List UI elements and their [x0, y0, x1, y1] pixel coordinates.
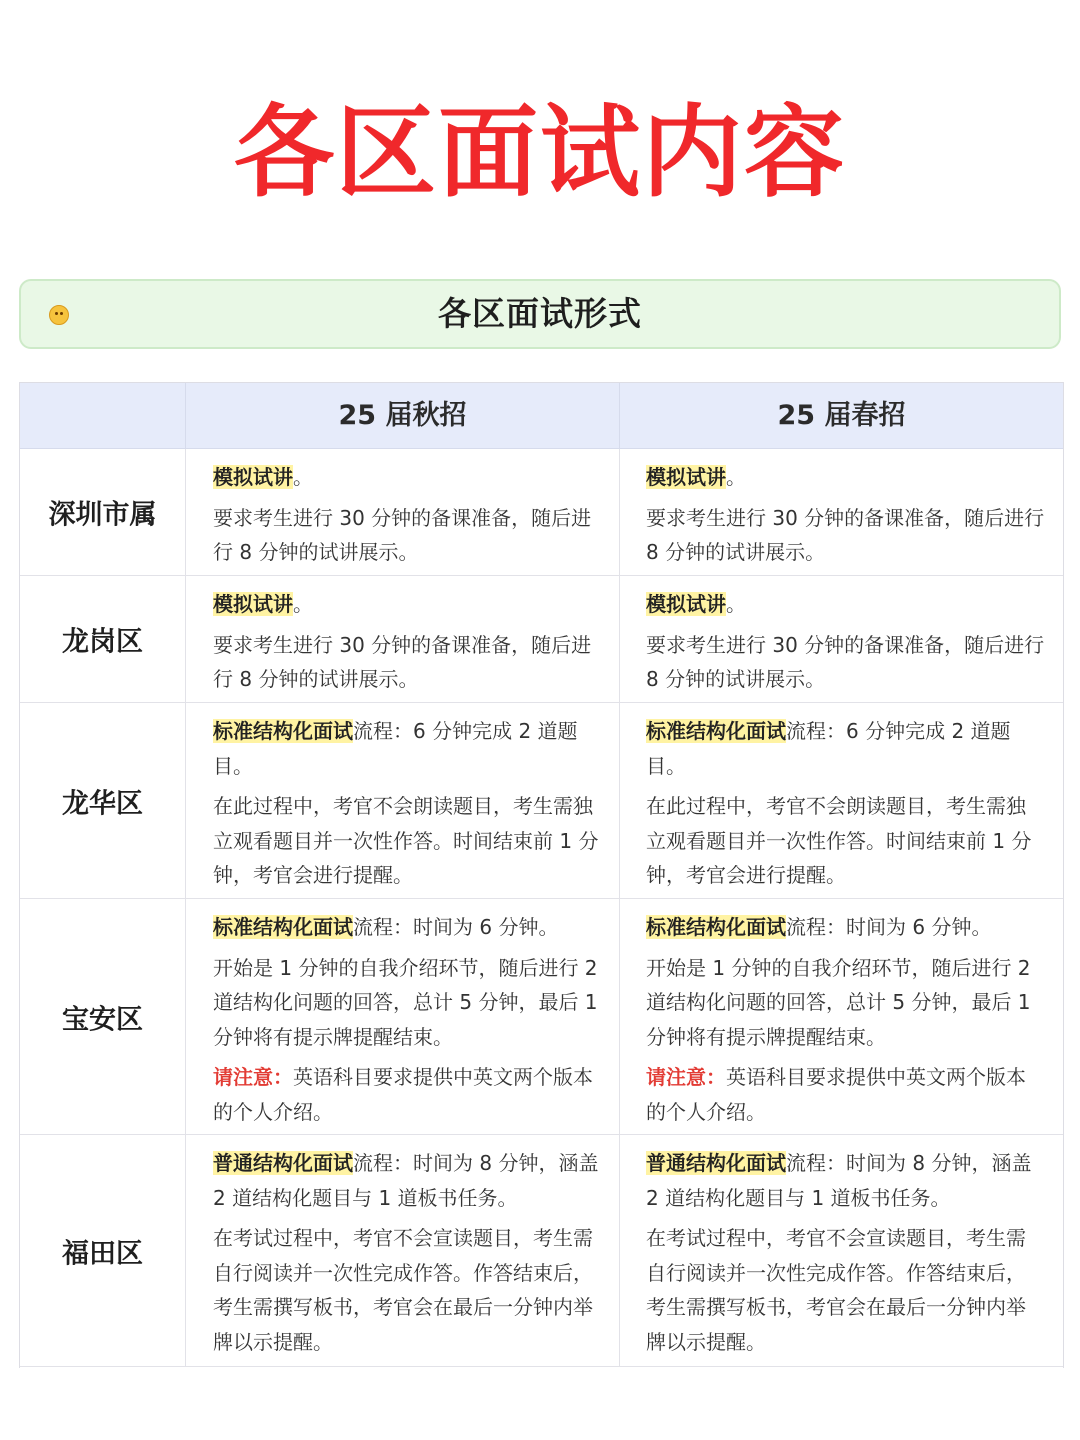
district-name: 深圳市属: [48, 499, 157, 531]
spring-cell: [620, 899, 1063, 1134]
note-line: 请注意：英语科目要求提供中英文两个版本的个人介绍。: [213, 1065, 593, 1124]
table-row: [20, 449, 1063, 576]
header-cell-empty: [20, 383, 186, 448]
body-text: 在考试过程中，考官不会宣读题目，考生需自行阅读并一次性完成作答。作答结束后，考生需撰写板书，考官会在最后一分钟内举牌以示提醒。: [213, 1226, 593, 1354]
lead-line: 标准结构化面试流程：时间为 6 分钟。: [213, 915, 559, 939]
highlight-term: 标准结构化面试: [646, 719, 786, 743]
section-banner: [19, 279, 1061, 349]
header-cell-spring: [620, 383, 1063, 448]
body-text: 要求考生进行 30 分钟的备课准备，随后进行 8 分钟的试讲展示。: [213, 632, 592, 691]
body-text: 要求考生进行 30 分钟的备课准备，随后进行 8 分钟的试讲展示。: [646, 505, 1045, 564]
spring-cell: [620, 449, 1063, 575]
page-title: 各区面试内容: [234, 93, 846, 211]
lead-line: 标准结构化面试流程：6 分钟完成 2 道题目。: [646, 719, 1011, 778]
lead-line: 模拟试讲。: [213, 592, 313, 616]
autumn-cell: [186, 899, 620, 1134]
highlight-term: 普通结构化面试: [646, 1151, 786, 1175]
note-label: 请注意：: [646, 1065, 726, 1089]
spring-cell: [620, 1135, 1063, 1366]
table-row: [20, 899, 1063, 1135]
body-text: 要求考生进行 30 分钟的备课准备，随后进行 8 分钟的试讲展示。: [213, 505, 592, 564]
lead-line: 模拟试讲。: [646, 592, 746, 616]
body-text: 开始是 1 分钟的自我介绍环节，随后进行 2 道结构化问题的回答，总计 5 分钟，最后 1 分钟将有提示牌提醒结束。: [646, 955, 1031, 1049]
spring-cell: [620, 576, 1063, 702]
highlight-term: 模拟试讲: [213, 465, 293, 489]
table-header-row: [20, 383, 1063, 449]
autumn-cell: [186, 576, 620, 702]
district-name: 福田区: [62, 1238, 143, 1269]
body-text: 在此过程中，考官不会朗读题目，考生需独立观看题目并一次性作答。时间结束前 1 分钟，考官会进行提醒。: [213, 794, 599, 887]
section-title: 各区面试形式: [438, 294, 642, 333]
district-name: 龙华区: [62, 788, 143, 819]
lead-line: 标准结构化面试流程：6 分钟完成 2 道题目。: [213, 719, 578, 778]
highlight-term: 模拟试讲: [213, 592, 293, 616]
header-label-autumn: 25 届秋招: [338, 400, 467, 431]
body-text: 在考试过程中，考官不会宣读题目，考生需自行阅读并一次性完成作答。作答结束后，考生需撰写板书，考官会在最后一分钟内举牌以示提醒。: [646, 1226, 1026, 1354]
note-line: 请注意：英语科目要求提供中英文两个版本的个人介绍。: [646, 1065, 1026, 1124]
lead-line: 模拟试讲。: [646, 465, 746, 489]
note-label: 请注意：: [213, 1065, 293, 1089]
table-row: [20, 703, 1063, 899]
body-text: 要求考生进行 30 分钟的备课准备，随后进行 8 分钟的试讲展示。: [646, 632, 1045, 691]
highlight-term: 标准结构化面试: [213, 915, 353, 939]
highlight-term: 模拟试讲: [646, 592, 726, 616]
highlight-term: 标准结构化面试: [213, 719, 353, 743]
spring-cell: [620, 703, 1063, 898]
district-cell: [20, 576, 186, 702]
district-name: 龙岗区: [62, 626, 143, 658]
district-cell: [20, 703, 186, 898]
lead-line: 模拟试讲。: [213, 465, 313, 489]
header-label-spring: 25 届春招: [777, 400, 906, 431]
lead-line: 标准结构化面试流程：时间为 6 分钟。: [646, 915, 992, 939]
district-name: 宝安区: [62, 1004, 143, 1035]
autumn-cell: [186, 1135, 620, 1366]
district-cell: [20, 1135, 186, 1366]
district-cell: [20, 449, 186, 575]
district-cell: [20, 899, 186, 1134]
highlight-term: 模拟试讲: [646, 465, 726, 489]
lead-line: 普通结构化面试流程：时间为 8 分钟，涵盖 2 道结构化题目与 1 道板书任务。: [213, 1151, 599, 1210]
header-cell-autumn: [186, 383, 620, 448]
table-row: [20, 576, 1063, 703]
body-text: 在此过程中，考官不会朗读题目，考生需独立观看题目并一次性作答。时间结束前 1 分钟，考官会进行提醒。: [646, 794, 1032, 887]
lead-line: 普通结构化面试流程：时间为 8 分钟，涵盖 2 道结构化题目与 1 道板书任务。: [646, 1151, 1032, 1210]
highlight-term: 标准结构化面试: [646, 915, 786, 939]
table-row: [20, 1135, 1063, 1367]
autumn-cell: [186, 449, 620, 575]
autumn-cell: [186, 703, 620, 898]
body-text: 开始是 1 分钟的自我介绍环节，随后进行 2 道结构化问题的回答，总计 5 分钟，最后 1 分钟将有提示牌提醒结束。: [213, 955, 598, 1049]
interview-table: [19, 382, 1064, 1368]
highlight-term: 普通结构化面试: [213, 1151, 353, 1175]
